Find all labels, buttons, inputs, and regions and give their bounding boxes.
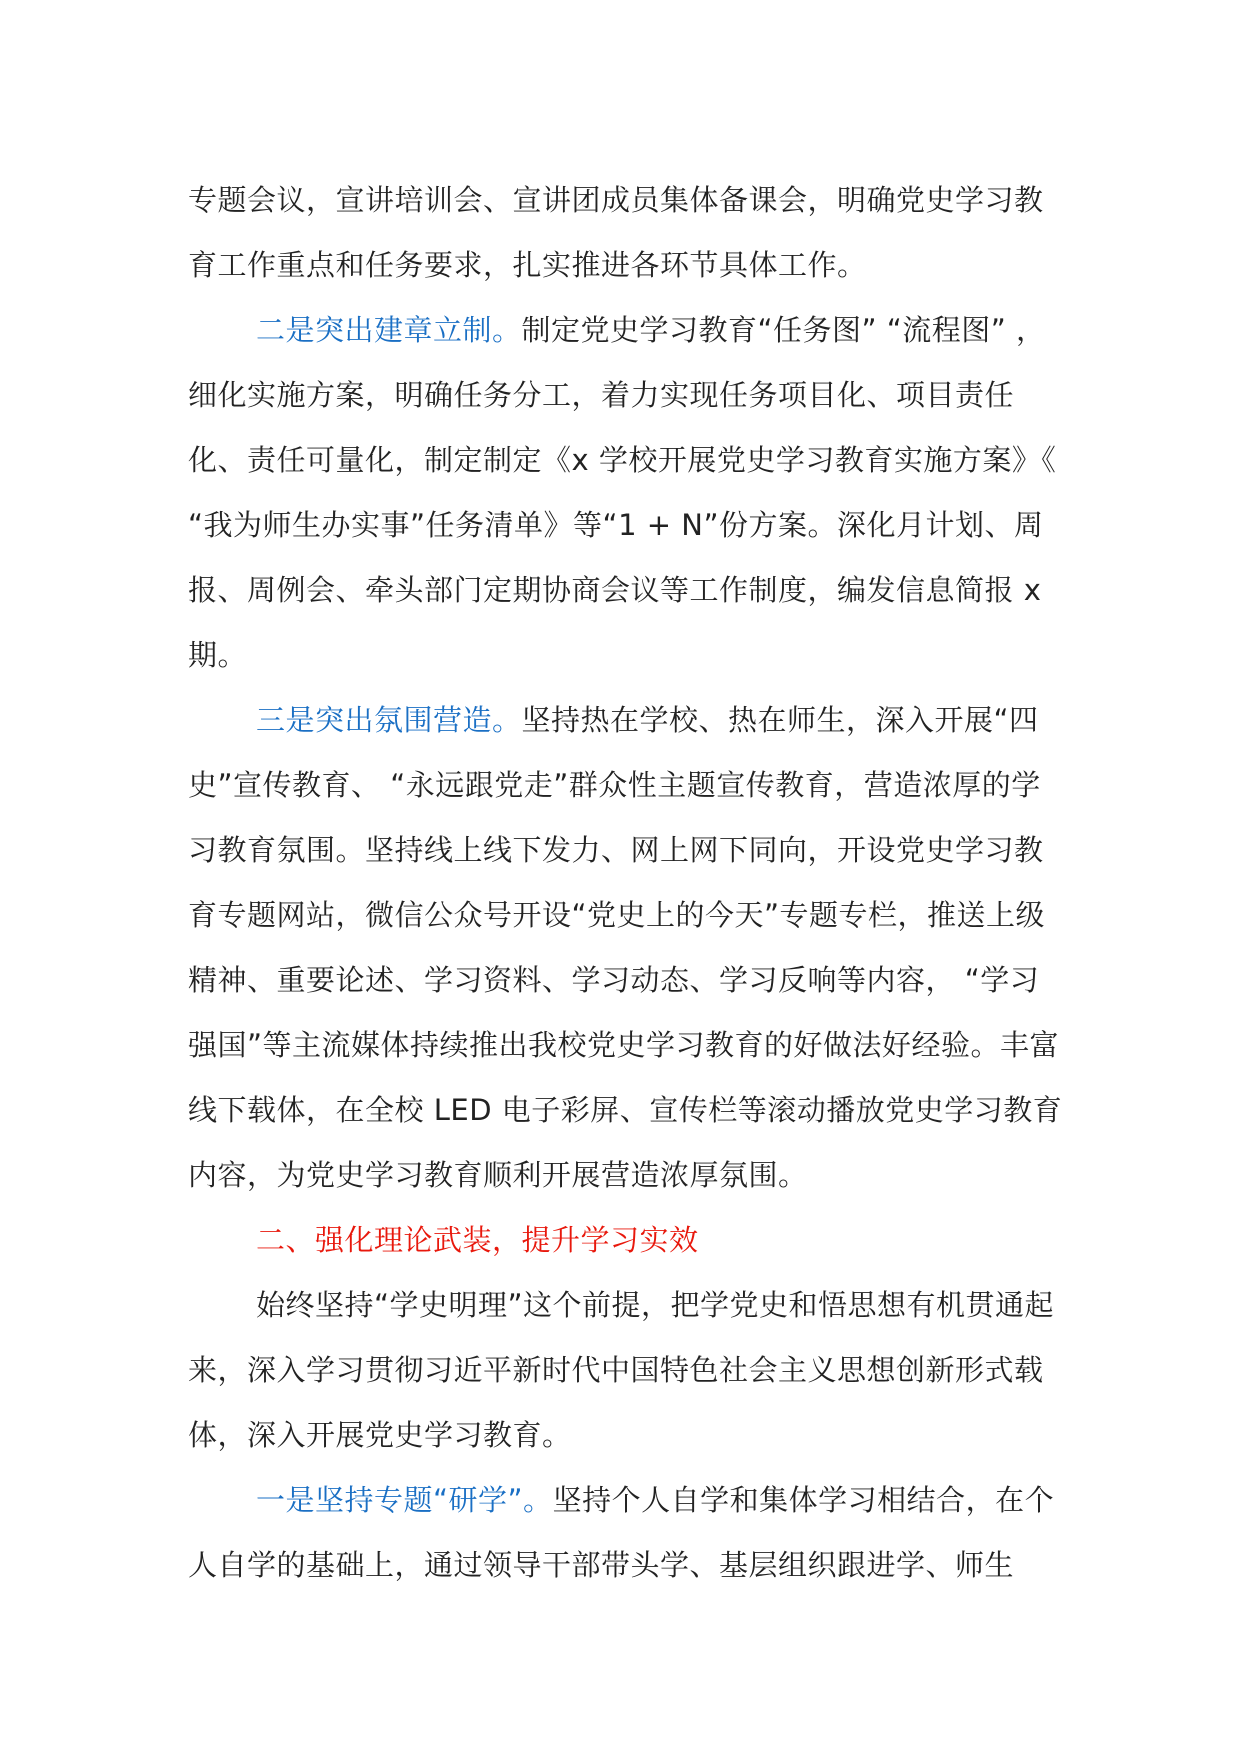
paragraph-text: 坚持热在学校、热在师生，深入开展“四史”宣传教育、 “永远跟党走”群众性主题宣传教育，营造浓厚的学习教育氛围。坚持线上线下发力、网上网下同向，开设党史学习教育专题网站，微信公众号开设“党史上的今天”专题专栏，推送上级精神、重要论述、学习资料、学习动态、学习反响等内容， “学习强国”等主流媒体持续推出我校党史学习教育的好做法好经验。丰富线下载体，在全校 LED 电子彩屏、宣传栏等滚动播放党史学习教育内容，为党史学习教育顺利开展营造浓厚氛围。 — [188, 703, 1063, 1192]
section-heading-text: 二、强化理论武装，提升学习实效 — [256, 1223, 699, 1257]
paragraph-text: 坚持个人自学和集体学习相结合，在个人自学的基础上，通过领导干部带头学、基层组织跟进学、师生 — [188, 1483, 1055, 1582]
document-page — [188, 168, 1068, 1598]
subheading-lead: 二是突出建章立制。 — [256, 313, 522, 347]
section-heading — [188, 1208, 1068, 1273]
paragraph-text: 制定党史学习教育“任务图” “流程图” ，细化实施方案，明确任务分工，着力实现任务项目化、项目责任化、责任可量化，制定制定《x 学校开展党史学习教育实施方案》《 “我为师生办实事”任务清单》等“1 + N”份方案。深化月计划、周报、周例会、牵头部门定期协商会议等工作制度，编发信息简报 x 期。 — [188, 313, 1057, 672]
subheading-lead: 一是坚持专题“研学”。 — [256, 1483, 553, 1517]
paragraph-rules-system — [188, 298, 1068, 688]
subheading-lead: 三是突出氛围营造。 — [256, 703, 522, 737]
paragraph-text: 专题会议，宣讲培训会、宣讲团成员集体备课会，明确党史学习教育工作重点和任务要求，扎实推进各环节具体工作。 — [188, 183, 1044, 282]
paragraph-intro — [188, 1273, 1068, 1468]
paragraph-text: 始终坚持“学史明理”这个前提，把学党史和悟思想有机贯通起来，深入学习贯彻习近平新时代中国特色社会主义思想创新形式载体，深入开展党史学习教育。 — [188, 1288, 1055, 1452]
paragraph-continuation — [188, 168, 1068, 298]
paragraph-topic-study — [188, 1468, 1068, 1598]
paragraph-atmosphere — [188, 688, 1068, 1208]
